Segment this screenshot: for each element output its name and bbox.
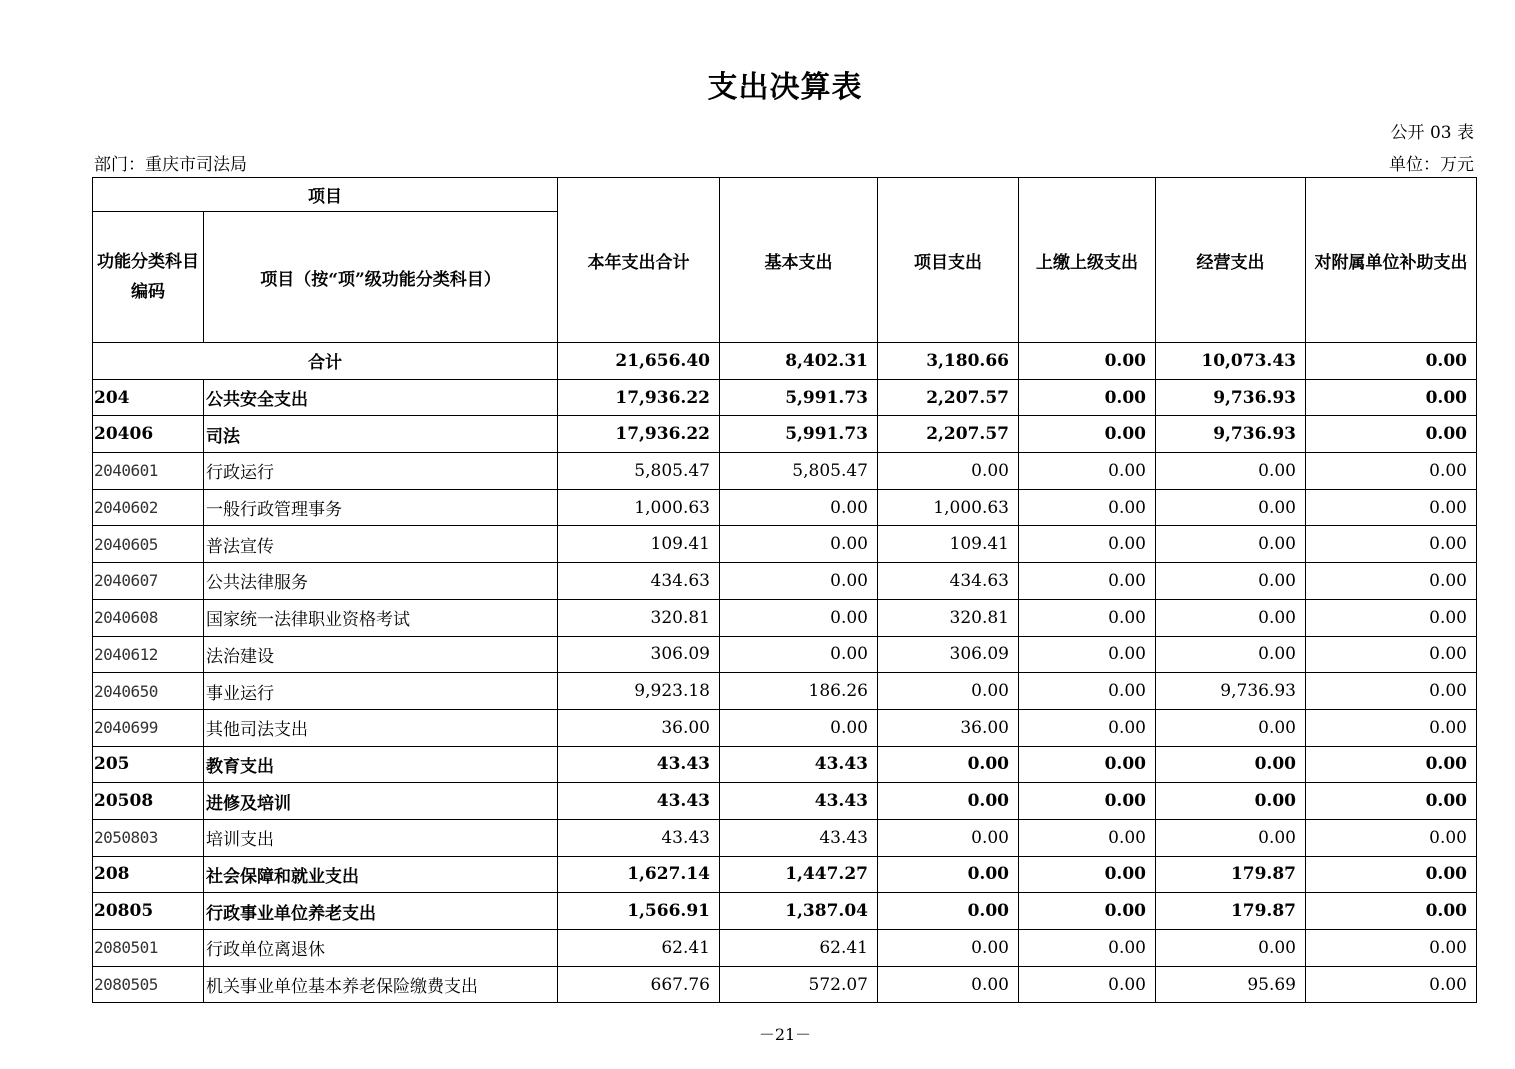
row-value: 62.41 [558,930,720,967]
total-value: 0.00 [1019,343,1156,380]
row-value: 0.00 [1306,563,1477,600]
row-name: 一般行政管理事务 [204,489,558,526]
total-label: 合计 [93,343,558,380]
row-name: 教育支出 [204,746,558,783]
row-value: 95.69 [1156,966,1306,1003]
row-value: 0.00 [1019,673,1156,710]
row-value: 0.00 [1156,599,1306,636]
row-value: 0.00 [1019,930,1156,967]
row-value: 0.00 [1019,819,1156,856]
table-row [93,930,1477,967]
row-value: 0.00 [1306,709,1477,746]
row-value: 1,000.63 [558,489,720,526]
row-value: 109.41 [878,526,1019,563]
row-code: 2040605 [93,526,204,563]
header-col-project: 项目支出 [878,178,1019,343]
row-code: 2080505 [93,966,204,1003]
row-name: 普法宣传 [204,526,558,563]
table-row [93,783,1477,820]
row-value: 434.63 [878,563,1019,600]
row-value: 0.00 [878,966,1019,1003]
row-value: 43.43 [558,746,720,783]
row-value: 2,207.57 [878,379,1019,416]
row-value: 0.00 [878,856,1019,893]
table-row [93,379,1477,416]
row-value: 1,566.91 [558,893,720,930]
row-value: 0.00 [1306,783,1477,820]
row-value: 0.00 [878,453,1019,490]
total-value: 10,073.43 [1156,343,1306,380]
row-name: 公共法律服务 [204,563,558,600]
row-value: 0.00 [1306,856,1477,893]
row-value: 0.00 [1156,930,1306,967]
row-code: 208 [93,856,204,893]
row-value: 36.00 [558,709,720,746]
row-value: 0.00 [1019,599,1156,636]
row-value: 2,207.57 [878,416,1019,453]
row-name: 机关事业单位基本养老保险缴费支出 [204,966,558,1003]
row-value: 179.87 [1156,893,1306,930]
table-row [93,599,1477,636]
row-value: 9,736.93 [1156,416,1306,453]
row-value: 0.00 [1019,416,1156,453]
row-code: 20406 [93,416,204,453]
row-value: 434.63 [558,563,720,600]
row-value: 0.00 [878,673,1019,710]
row-code: 2040612 [93,636,204,673]
row-value: 0.00 [720,489,878,526]
row-value: 9,736.93 [1156,673,1306,710]
row-value: 0.00 [1019,783,1156,820]
row-value: 186.26 [720,673,878,710]
row-value: 1,387.04 [720,893,878,930]
row-value: 0.00 [1306,893,1477,930]
row-name: 国家统一法律职业资格考试 [204,599,558,636]
row-value: 0.00 [1019,636,1156,673]
row-value: 0.00 [1156,453,1306,490]
row-name: 行政事业单位养老支出 [204,893,558,930]
total-value: 8,402.31 [720,343,878,380]
row-value: 0.00 [1019,489,1156,526]
row-value: 0.00 [720,563,878,600]
table-row [93,636,1477,673]
row-value: 0.00 [1156,746,1306,783]
row-code: 2040601 [93,453,204,490]
row-value: 5,991.73 [720,379,878,416]
header-col-remit: 上缴上级支出 [1019,178,1156,343]
table-row [93,526,1477,563]
row-value: 0.00 [1306,489,1477,526]
table-row [93,416,1477,453]
page-number: －21－ [758,1025,812,1044]
row-value: 0.00 [878,893,1019,930]
form-number: 公开 03 表 [1390,123,1474,143]
row-value: 109.41 [558,526,720,563]
row-value: 0.00 [1306,746,1477,783]
row-value: 0.00 [720,599,878,636]
total-value: 0.00 [1306,343,1477,380]
row-value: 320.81 [558,599,720,636]
row-name: 社会保障和就业支出 [204,856,558,893]
row-value: 17,936.22 [558,416,720,453]
row-value: 667.76 [558,966,720,1003]
total-value: 3,180.66 [878,343,1019,380]
header-code: 功能分类科目编码 [93,212,204,343]
row-code: 2040602 [93,489,204,526]
row-value: 0.00 [1156,563,1306,600]
table-row [93,966,1477,1003]
row-value: 0.00 [1019,966,1156,1003]
row-value: 0.00 [1156,819,1306,856]
row-value: 17,936.22 [558,379,720,416]
row-value: 0.00 [1019,746,1156,783]
expenditure-table [92,177,1477,1003]
row-name: 行政单位离退休 [204,930,558,967]
row-value: 43.43 [558,819,720,856]
row-name: 行政运行 [204,453,558,490]
row-value: 0.00 [1306,819,1477,856]
row-value: 0.00 [1306,526,1477,563]
row-value: 306.09 [558,636,720,673]
row-value: 43.43 [720,819,878,856]
row-name: 公共安全支出 [204,379,558,416]
row-code: 2080501 [93,930,204,967]
header-col-operating: 经营支出 [1156,178,1306,343]
row-value: 5,991.73 [720,416,878,453]
row-code: 205 [93,746,204,783]
row-value: 9,736.93 [1156,379,1306,416]
row-value: 0.00 [1306,599,1477,636]
row-value: 0.00 [878,746,1019,783]
row-value: 320.81 [878,599,1019,636]
row-value: 572.07 [720,966,878,1003]
header-col-subsidy: 对附属单位补助支出 [1306,178,1477,343]
row-value: 5,805.47 [558,453,720,490]
row-value: 0.00 [1019,709,1156,746]
row-value: 0.00 [1306,930,1477,967]
table-row [93,709,1477,746]
total-value: 21,656.40 [558,343,720,380]
row-value: 179.87 [1156,856,1306,893]
row-value: 43.43 [720,746,878,783]
row-value: 0.00 [1019,526,1156,563]
row-value: 0.00 [1156,636,1306,673]
row-value: 36.00 [878,709,1019,746]
row-value: 9,923.18 [558,673,720,710]
row-code: 2040650 [93,673,204,710]
unit-label: 单位：万元 [1389,155,1474,175]
row-value: 0.00 [1306,966,1477,1003]
table-row [93,563,1477,600]
row-value: 0.00 [1019,379,1156,416]
row-value: 0.00 [720,636,878,673]
table-row [93,453,1477,490]
row-value: 1,000.63 [878,489,1019,526]
row-value: 0.00 [1306,673,1477,710]
row-value: 0.00 [1306,453,1477,490]
row-value: 0.00 [1156,526,1306,563]
row-value: 0.00 [1156,709,1306,746]
row-value: 0.00 [1156,783,1306,820]
table-row [93,489,1477,526]
row-name: 其他司法支出 [204,709,558,746]
row-name: 司法 [204,416,558,453]
row-value: 0.00 [1306,416,1477,453]
row-name: 培训支出 [204,819,558,856]
row-value: 43.43 [558,783,720,820]
total-row [93,343,1477,380]
row-value: 43.43 [720,783,878,820]
header-col-total: 本年支出合计 [558,178,720,343]
header-col-basic: 基本支出 [720,178,878,343]
row-code: 2040608 [93,599,204,636]
row-value: 0.00 [1306,636,1477,673]
row-value: 0.00 [720,526,878,563]
row-value: 0.00 [1156,489,1306,526]
row-name: 事业运行 [204,673,558,710]
row-value: 62.41 [720,930,878,967]
row-value: 1,447.27 [720,856,878,893]
row-value: 0.00 [1306,379,1477,416]
row-name: 法治建设 [204,636,558,673]
header-name: 项目（按“项”级功能分类科目） [204,212,558,343]
department-label: 部门：重庆市司法局 [94,155,247,175]
page-title: 支出决算表 [707,70,863,105]
row-value: 0.00 [1019,563,1156,600]
row-value: 5,805.47 [720,453,878,490]
row-value: 1,627.14 [558,856,720,893]
table-row [93,819,1477,856]
row-value: 0.00 [878,930,1019,967]
row-code: 204 [93,379,204,416]
row-value: 0.00 [878,819,1019,856]
row-code: 2040699 [93,709,204,746]
table-row [93,746,1477,783]
row-value: 0.00 [878,783,1019,820]
header-project: 项目 [93,178,558,212]
table-row [93,856,1477,893]
row-value: 0.00 [1019,893,1156,930]
row-value: 306.09 [878,636,1019,673]
row-code: 2040607 [93,563,204,600]
row-value: 0.00 [720,709,878,746]
row-value: 0.00 [1019,856,1156,893]
table-row [93,673,1477,710]
row-code: 20805 [93,893,204,930]
row-code: 2050803 [93,819,204,856]
row-code: 20508 [93,783,204,820]
table-row [93,893,1477,930]
row-name: 进修及培训 [204,783,558,820]
row-value: 0.00 [1019,453,1156,490]
